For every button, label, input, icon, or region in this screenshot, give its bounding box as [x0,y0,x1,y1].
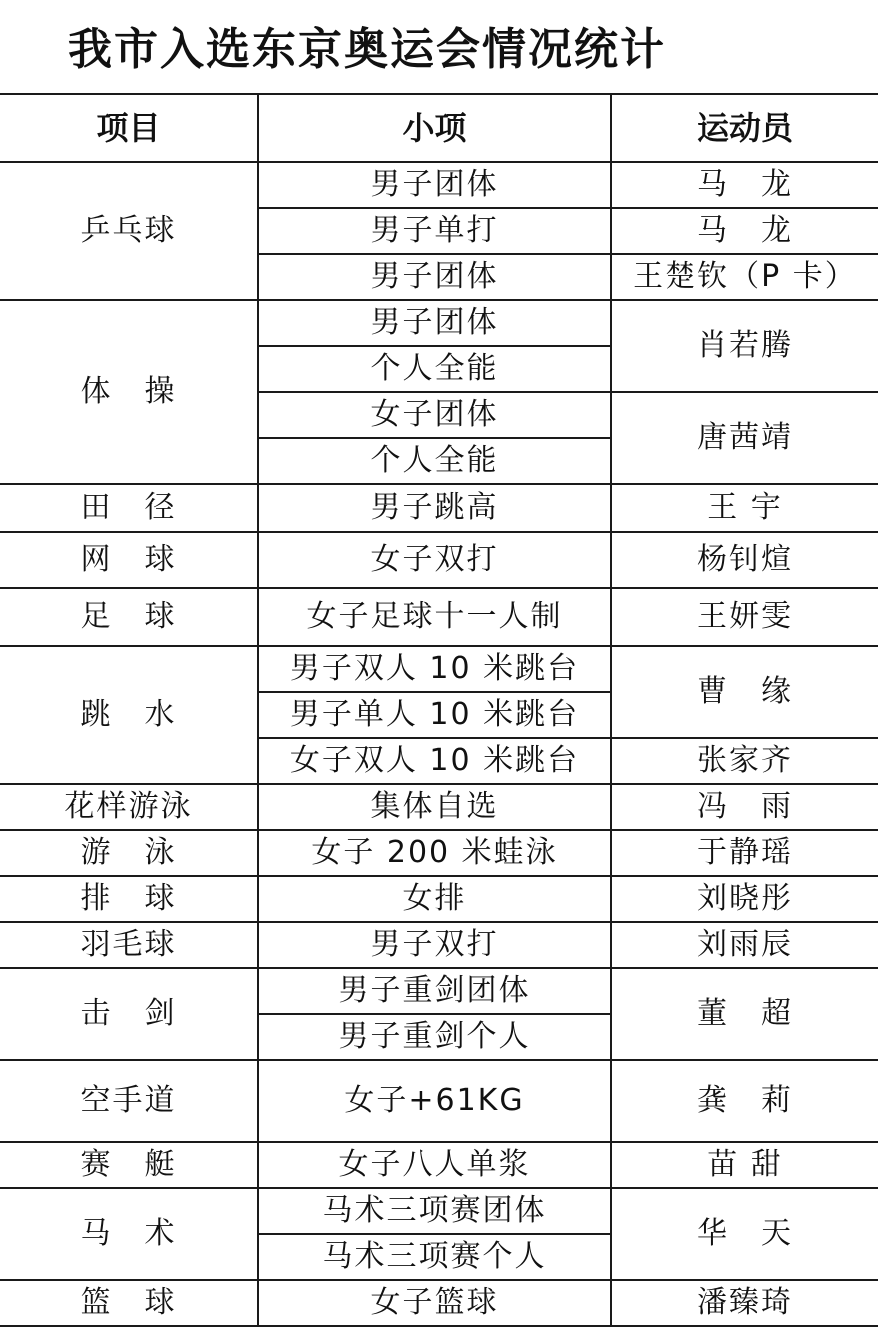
event-cell: 个人全能 [258,346,611,392]
athlete-cell: 潘臻琦 [611,1280,878,1326]
olympics-table [0,93,878,1327]
sport-cell: 羽毛球 [0,922,258,968]
sport-cell: 赛 艇 [0,1142,258,1188]
athlete-cell: 冯 雨 [611,784,878,830]
event-cell: 男子单人 10 米跳台 [258,692,611,738]
athlete-cell: 马 龙 [611,162,878,208]
table-row [0,300,878,346]
sport-cell: 跳 水 [0,646,258,784]
sport-cell: 游 泳 [0,830,258,876]
table-row [0,968,878,1014]
event-cell: 马术三项赛个人 [258,1234,611,1280]
athlete-cell: 张家齐 [611,738,878,784]
sport-cell: 击 剑 [0,968,258,1060]
event-cell: 男子团体 [258,254,611,300]
event-cell: 女子八人单浆 [258,1142,611,1188]
event-cell: 男子团体 [258,300,611,346]
table-row [0,1060,878,1142]
event-cell: 集体自选 [258,784,611,830]
header-event: 小项 [258,94,611,162]
event-cell: 女子团体 [258,392,611,438]
athlete-cell: 马 龙 [611,208,878,254]
table-row [0,1280,878,1326]
table-row [0,162,878,208]
event-cell: 马术三项赛团体 [258,1188,611,1234]
sport-cell: 田 径 [0,484,258,532]
table-row [0,532,878,588]
athlete-cell: 于静瑶 [611,830,878,876]
athlete-cell: 董 超 [611,968,878,1060]
athlete-cell: 王 宇 [611,484,878,532]
athlete-cell: 肖若腾 [611,300,878,392]
athlete-cell: 唐茜靖 [611,392,878,484]
table-row [0,484,878,532]
event-cell: 男子双人 10 米跳台 [258,646,611,692]
table-row [0,876,878,922]
table-row [0,784,878,830]
header-sport: 项目 [0,94,258,162]
athlete-cell: 王妍雯 [611,588,878,646]
athlete-cell: 刘雨辰 [611,922,878,968]
event-cell: 男子重剑团体 [258,968,611,1014]
event-cell: 女子双人 10 米跳台 [258,738,611,784]
sport-cell: 排 球 [0,876,258,922]
sport-cell: 篮 球 [0,1280,258,1326]
sport-cell: 花样游泳 [0,784,258,830]
event-cell: 女子篮球 [258,1280,611,1326]
table-row [0,922,878,968]
event-cell: 女子+61KG [258,1060,611,1142]
event-cell: 男子跳高 [258,484,611,532]
event-cell: 个人全能 [258,438,611,484]
sport-cell: 足 球 [0,588,258,646]
sport-cell: 马 术 [0,1188,258,1280]
sport-cell: 网 球 [0,532,258,588]
athlete-cell: 曹 缘 [611,646,878,738]
event-cell: 男子重剑个人 [258,1014,611,1060]
table-header-row [0,94,878,162]
sport-cell: 体 操 [0,300,258,484]
table-row [0,830,878,876]
event-cell: 男子双打 [258,922,611,968]
event-cell: 女子足球十一人制 [258,588,611,646]
athlete-cell: 刘晓彤 [611,876,878,922]
sport-cell: 空手道 [0,1060,258,1142]
sport-cell: 乒乓球 [0,162,258,300]
event-cell: 男子单打 [258,208,611,254]
athlete-cell: 王楚钦（P 卡） [611,254,878,300]
table-row [0,646,878,692]
table-row [0,588,878,646]
athlete-cell: 杨钊煊 [611,532,878,588]
header-athlete: 运动员 [611,94,878,162]
event-cell: 男子团体 [258,162,611,208]
event-cell: 女子双打 [258,532,611,588]
page-title: 我市入选东京奥运会情况统计 [68,24,666,75]
event-cell: 女排 [258,876,611,922]
event-cell: 女子 200 米蛙泳 [258,830,611,876]
table-row [0,1142,878,1188]
athlete-cell: 华 天 [611,1188,878,1280]
athlete-cell: 苗 甜 [611,1142,878,1188]
table-row [0,1188,878,1234]
athlete-cell: 龚 莉 [611,1060,878,1142]
